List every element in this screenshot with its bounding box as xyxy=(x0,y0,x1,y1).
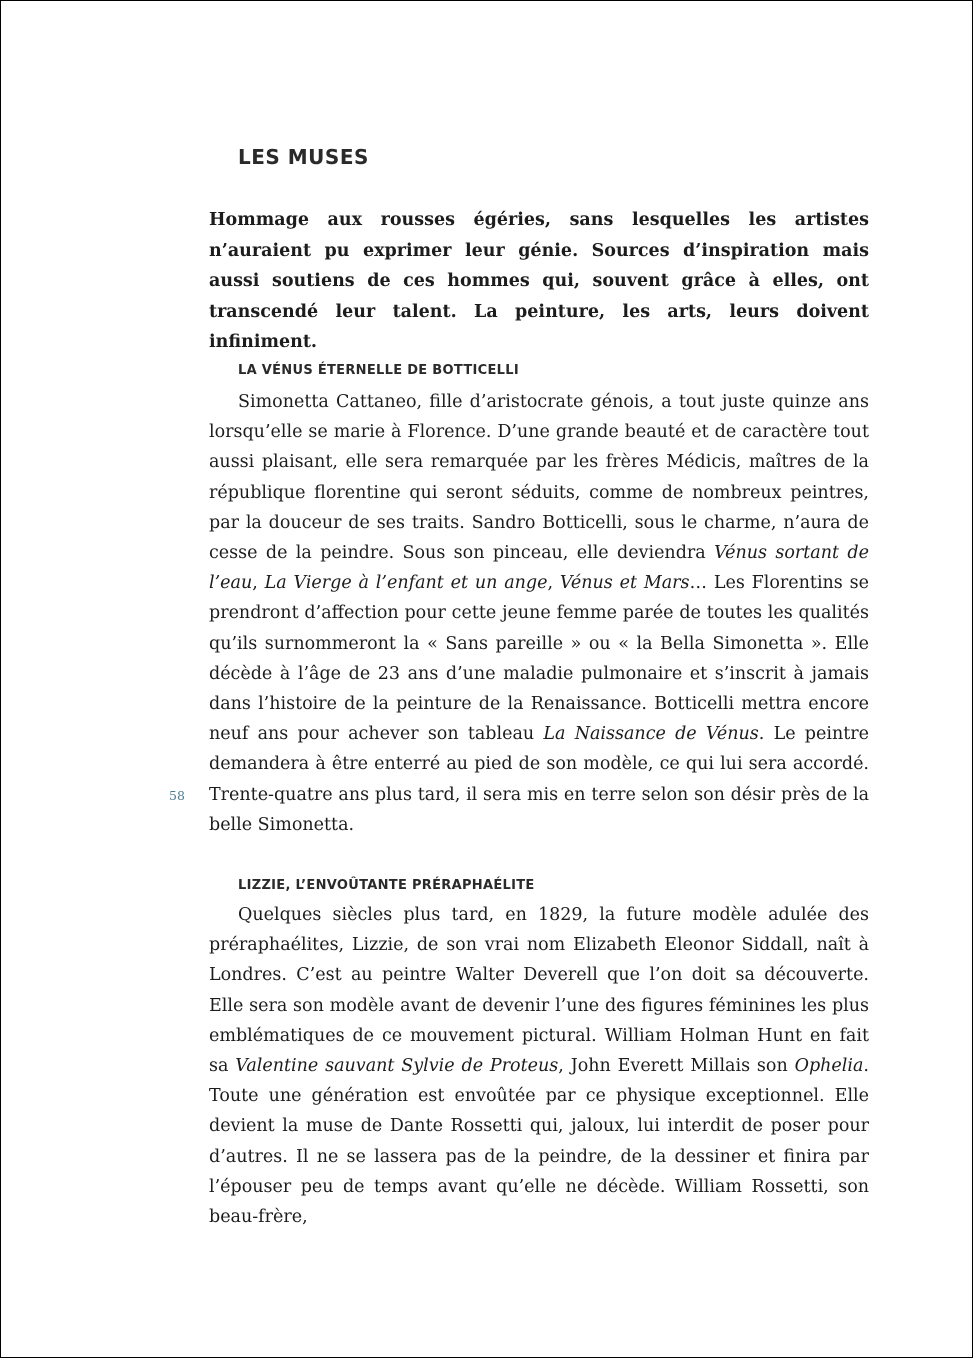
section-heading-venus: LA VÉNUS ÉTERNELLE DE BOTTICELLI xyxy=(238,363,519,378)
chapter-title: LES MUSES xyxy=(238,145,369,169)
text-run: . Toute une génération est envoûtée par ce physique exceptionnel. Elle devient la muse de Dante Rossetti qui, jaloux, lui interdit de poser pour d’autres. Il ne se lassera pas de la peindre, de la dessiner et finira par l’épouser peu de temps avant qu’elle ne décède. William Rossetti, son beau-frère, xyxy=(209,1056,869,1228)
artwork-title: Ophelia xyxy=(794,1056,864,1077)
artwork-title: Valentine sauvant Sylvie de Proteus xyxy=(235,1056,559,1077)
text-run: … Les Florentins se prendront d’affection pour cette jeune femme parée de toutes les qualités qu’ils surnommeront la « Sans pareille » ou « la Bella Simonetta ». Elle décède à l’âge de 23 ans d’une maladie pulmonaire et s’inscrit à jamais dans l’histoire de la peinture de la Renaissance. Botticelli mettra encore neuf ans pour achever son tableau xyxy=(209,573,869,745)
artwork-title: Vénus sortant de l’eau xyxy=(209,543,869,594)
text-run: Simonetta Cattaneo, fille d’aristocrate génois, a tout juste quinze ans lorsqu’elle se marie à Florence. D’une grande beauté et de caractère tout aussi plaisant, elle sera remarquée par les frères Médicis, maîtres de la république florentine qui seront séduits, comme de nombreux peintres, par la douceur de ses traits. Sandro Botticelli, sous le charme, n’aura de cesse de la peindre. Sous son pinceau, elle deviendra xyxy=(209,392,869,564)
section-paragraph-lizzie xyxy=(209,900,869,1232)
page-number: 58 xyxy=(169,788,185,803)
text-run: . Le peintre demandera à être enterré au pied de son modèle, ce qui lui sera accordé. Trente-quatre ans plus tard, il sera mis en terre selon son désir près de la belle Simonetta. xyxy=(209,724,869,835)
artwork-title: La Vierge à l’enfant et un ange xyxy=(264,573,548,594)
chapter-intro: Hommage aux rousses égéries, sans lesquelles les artistes n’auraient pu exprimer leur génie. Sources d’inspiration mais aussi soutiens de ces hommes qui, souvent grâce à elles, ont transcendé leur talent. La peinture, les arts, leurs doivent infiniment. xyxy=(209,210,869,352)
text-run: , xyxy=(252,573,265,594)
section-heading-lizzie: LIZZIE, L’ENVOÛTANTE PRÉRAPHAÉLITE xyxy=(238,878,535,893)
text-run: , xyxy=(547,573,560,594)
text-run: , John Everett Millais son xyxy=(558,1056,795,1077)
artwork-title: Vénus et Mars xyxy=(559,573,690,594)
section-paragraph-venus xyxy=(209,387,869,840)
text-run: Quelques siècles plus tard, en 1829, la future modèle adulée des préraphaélites, Lizzie, de son vrai nom Elizabeth Eleonor Siddall, naît à Londres. C’est au peintre Walter Deverell que l’on doit sa découverte. Elle sera son modèle avant de devenir l’une des figures féminines les plus emblématiques de ce mouvement pictural. William Holman Hunt en fait sa xyxy=(209,905,869,1077)
artwork-title: La Naissance de Vénus xyxy=(543,724,759,745)
